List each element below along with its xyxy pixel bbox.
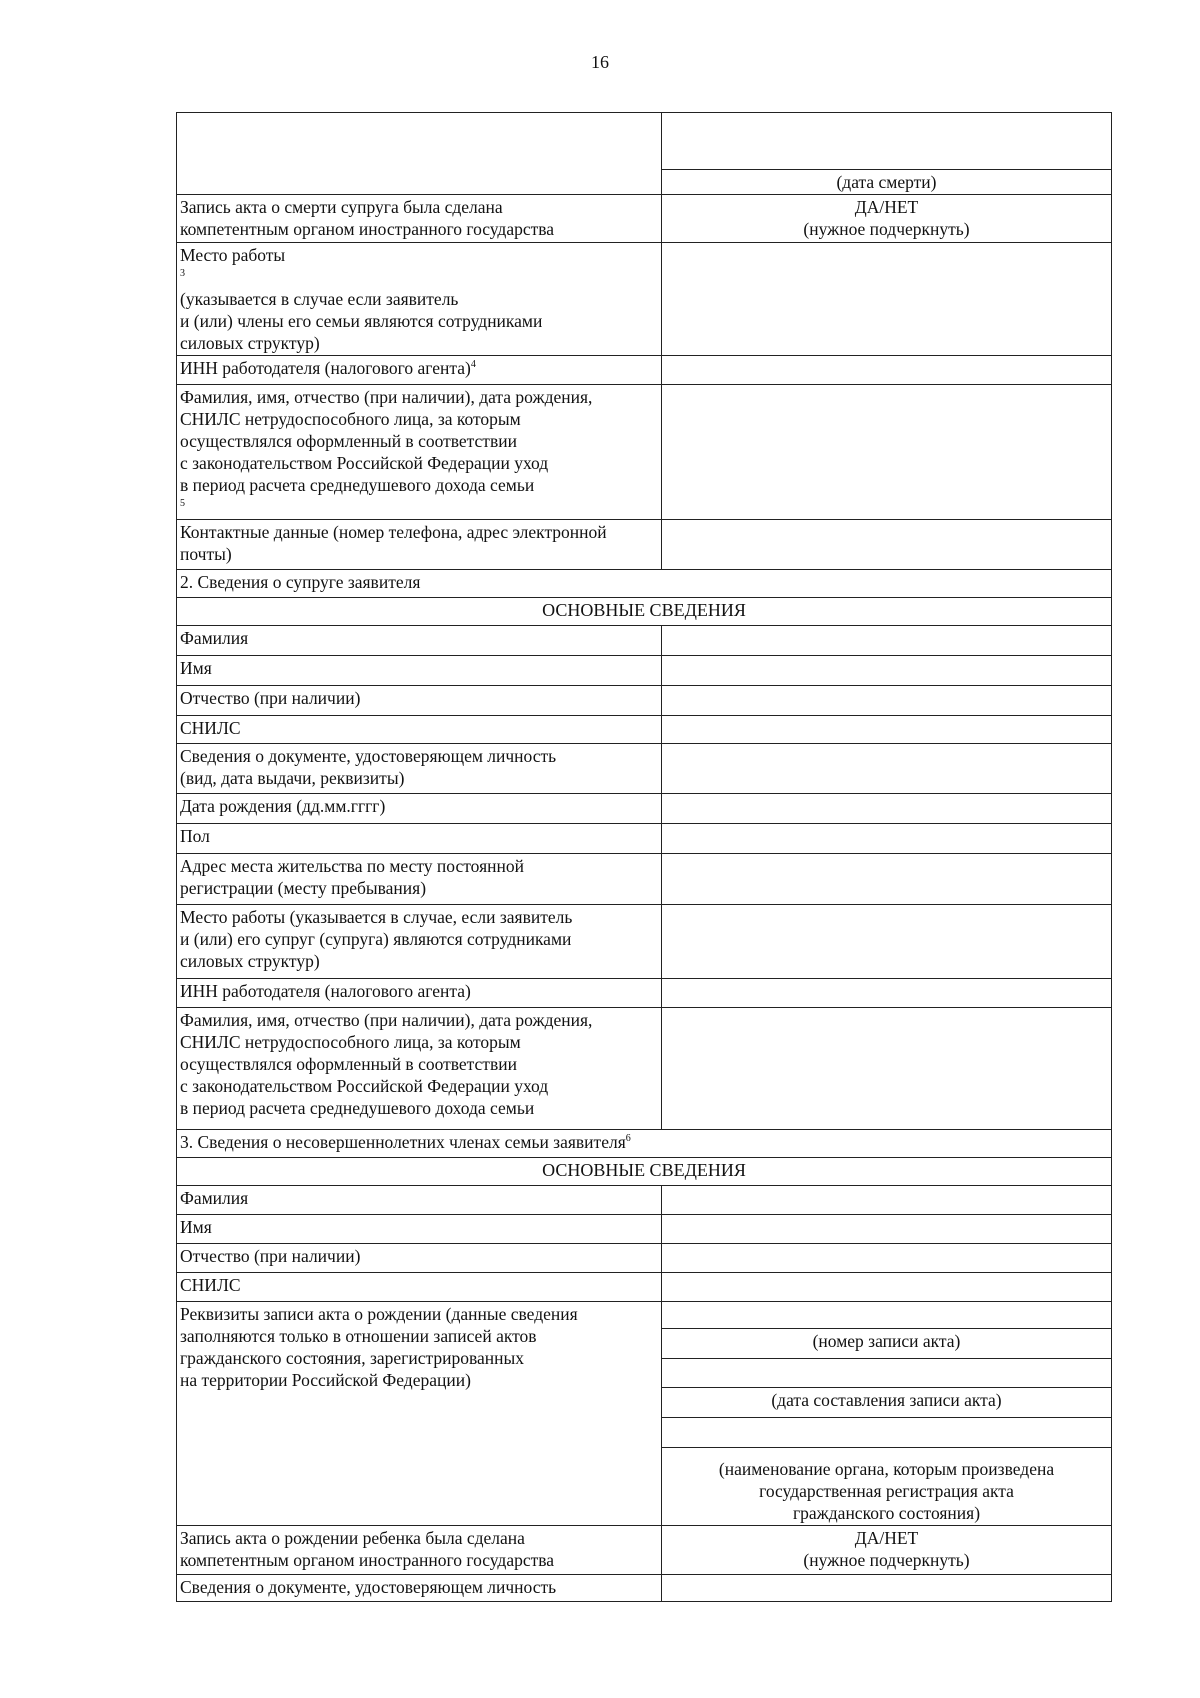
spouse-main-header: ОСНОВНЫЕ СВЕДЕНИЯ <box>177 598 1112 626</box>
contacts-field[interactable] <box>662 520 1112 570</box>
underline-hint: (нужное подчеркнуть) <box>803 1550 970 1570</box>
spouse-disabled-person-label: Фамилия, имя, отчество (при наличии), дата рождения, СНИЛС нетрудоспособного лица, за которым осуществлялся оформленный в соответствии с законодательством Российской Федерации уход в период расчета среднедушевого дохода семьи <box>177 1008 662 1130</box>
spouse-workplace-field[interactable] <box>662 905 1112 979</box>
death-record-foreign-choice[interactable] <box>662 195 1112 243</box>
blank-label-cell <box>177 113 662 195</box>
underline-hint: (нужное подчеркнуть) <box>803 219 970 239</box>
spouse-birth-date-field[interactable] <box>662 794 1112 824</box>
yes-no-option: ДА/НЕТ <box>854 1528 919 1548</box>
disabled-person-label: Фамилия, имя, отчество (при наличии), дата рождения, СНИЛС нетрудоспособного лица, за которым осуществлялся оформленный в соответствии с законодательством Российской Федерации уход в период расчета среднедушевого дохода семьи $^5$ <box>177 385 662 520</box>
spouse-surname-field[interactable] <box>662 626 1112 656</box>
minor-snils-field[interactable] <box>662 1273 1112 1302</box>
spouse-disabled-person-field[interactable] <box>662 1008 1112 1130</box>
birth-record-foreign-choice[interactable] <box>662 1526 1112 1575</box>
record-date-hint: (дата составления записи акта) <box>662 1388 1112 1418</box>
inn-field[interactable] <box>662 356 1112 385</box>
inn-label: ИНН работодателя (налогового агента)$^4$ <box>177 356 662 385</box>
birth-record-foreign-label: Запись акта о рождении ребенка была сделана компетентным органом иностранного государства <box>177 1526 662 1575</box>
spouse-snils-label: СНИЛС <box>177 716 662 744</box>
death-date-hint: (дата смерти) <box>662 170 1112 195</box>
record-number-hint: (номер записи акта) <box>662 1329 1112 1359</box>
spouse-name-label: Имя <box>177 656 662 686</box>
record-number-field[interactable] <box>662 1302 1112 1329</box>
spouse-snils-field[interactable] <box>662 716 1112 744</box>
workplace-label: Место работы $^3$ (указывается в случае если заявитель и (или) члены его семьи являются сотрудниками силовых структур) <box>177 243 662 356</box>
registration-authority-hint: (наименование органа, которым произведена государственная регистрация акта гражданского состояния) <box>662 1448 1112 1526</box>
birth-record-label: Реквизиты записи акта о рождении (данные сведения заполняются только в отношении записей актов гражданского состояния, зарегистрированных на территории Российской Федерации) <box>177 1302 662 1526</box>
minor-snils-label: СНИЛС <box>177 1273 662 1302</box>
minor-patronymic-field[interactable] <box>662 1244 1112 1273</box>
minor-name-label: Имя <box>177 1215 662 1244</box>
spouse-inn-field[interactable] <box>662 979 1112 1008</box>
death-date-field[interactable] <box>662 113 1112 170</box>
page-number: 16 <box>591 52 609 72</box>
spouse-id-doc-label: Сведения о документе, удостоверяющем личность (вид, дата выдачи, реквизиты) <box>177 744 662 794</box>
spouse-surname-label: Фамилия <box>177 626 662 656</box>
spouse-patronymic-label: Отчество (при наличии) <box>177 686 662 716</box>
yes-no-option: ДА/НЕТ <box>854 197 919 217</box>
spouse-sex-label: Пол <box>177 824 662 854</box>
minors-main-header: ОСНОВНЫЕ СВЕДЕНИЯ <box>177 1158 1112 1186</box>
spouse-sex-field[interactable] <box>662 824 1112 854</box>
record-date-field[interactable] <box>662 1359 1112 1388</box>
spouse-address-field[interactable] <box>662 854 1112 905</box>
application-form-table <box>176 112 1112 1602</box>
contacts-label: Контактные данные (номер телефона, адрес электронной почты) <box>177 520 662 570</box>
minor-surname-field[interactable] <box>662 1186 1112 1215</box>
death-record-foreign-label: Запись акта о смерти супруга была сделана компетентным органом иностранного государства <box>177 195 662 243</box>
spouse-id-doc-field[interactable] <box>662 744 1112 794</box>
spouse-birth-date-label: Дата рождения (дд.мм.гггг) <box>177 794 662 824</box>
minor-surname-label: Фамилия <box>177 1186 662 1215</box>
registration-authority-field[interactable] <box>662 1418 1112 1448</box>
spouse-name-field[interactable] <box>662 656 1112 686</box>
minors-section-title: 3. Сведения о несовершеннолетних членах семьи заявителя$^6$ <box>177 1130 1112 1158</box>
minor-id-doc-field[interactable] <box>662 1575 1112 1602</box>
minor-id-doc-label: Сведения о документе, удостоверяющем личность <box>177 1575 662 1602</box>
spouse-inn-label: ИНН работодателя (налогового агента) <box>177 979 662 1008</box>
minor-name-field[interactable] <box>662 1215 1112 1244</box>
spouse-patronymic-field[interactable] <box>662 686 1112 716</box>
workplace-field[interactable] <box>662 243 1112 356</box>
minor-patronymic-label: Отчество (при наличии) <box>177 1244 662 1273</box>
spouse-section-title: 2. Сведения о супруге заявителя <box>177 570 1112 598</box>
spouse-workplace-label: Место работы (указывается в случае, если заявитель и (или) его супруг (супруга) являются сотрудниками силовых структур) <box>177 905 662 979</box>
spouse-address-label: Адрес места жительства по месту постоянной регистрации (месту пребывания) <box>177 854 662 905</box>
disabled-person-field[interactable] <box>662 385 1112 520</box>
